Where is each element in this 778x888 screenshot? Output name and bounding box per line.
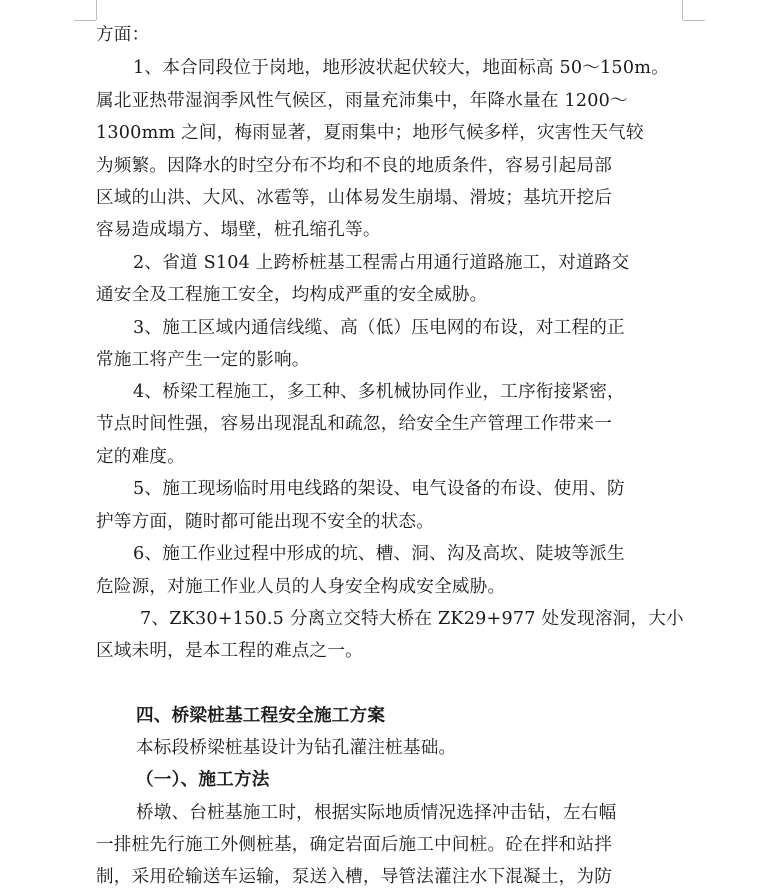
text-line: 制，采用砼输送车运输，泵送入槽，导管法灌注水下混凝土，为防	[96, 867, 613, 887]
crop-mark-top-right-horizontal	[683, 20, 705, 21]
text-line: 区域未明，是本工程的难点之一。	[96, 641, 363, 661]
crop-mark-top-left-vertical	[96, 0, 97, 20]
text-line: 1300mm 之间，梅雨显著，夏雨集中；地形气候多样，灾害性天气较	[96, 123, 644, 143]
text-line: 为频繁。因降水的时空分布不均和不良的地质条件，容易引起局部	[96, 156, 613, 176]
text-line: 危险源，对施工作业人员的人身安全构成安全威胁。	[96, 577, 506, 597]
text-line: 一排桩先行施工外侧桩基，确定岩面后施工中间桩。砼在拌和站拌	[96, 835, 613, 855]
crop-mark-top-left-horizontal	[74, 20, 96, 21]
text-line: 1、本合同段位于岗地，地形波状起伏较大，地面标高 50～150m。	[133, 58, 669, 78]
text-line: 通安全及工程施工安全，均构成严重的安全威胁。	[96, 285, 488, 305]
text-line: 6、施工作业过程中形成的坑、槽、洞、沟及高坎、陡坡等派生	[133, 544, 625, 564]
text-line: 护等方面，随时都可能出现不安全的状态。	[96, 512, 435, 532]
text-line: 区域的山洪、大风、冰雹等，山体易发生崩塌、滑坡；基坑开挖后	[96, 188, 613, 208]
text-line: 容易造成塌方、塌壁，桩孔缩孔等。	[96, 220, 381, 240]
text-line: 本标段桥梁桩基设计为钻孔灌注桩基础。	[136, 738, 457, 758]
text-line: 方面：	[96, 25, 150, 45]
crop-mark-top-right-vertical	[682, 0, 683, 20]
text-line: 4、桥梁工程施工，多工种、多机械协同作业，工序衔接紧密，	[133, 382, 625, 402]
text-line: 桥墩、台桩基施工时，根据实际地质情况选择冲击钻，左右幅	[136, 803, 617, 823]
text-line: 属北亚热带湿润季风性气候区，雨量充沛集中，年降水量在 1200～	[96, 91, 628, 111]
section-heading: 四、桥梁桩基工程安全施工方案	[136, 705, 386, 726]
text-line: 2、省道 S104 上跨桥桩基工程需占用通行道路施工，对道路交	[133, 253, 630, 273]
text-line: 定的难度。	[96, 447, 185, 467]
text-line: 5、施工现场临时用电线路的架设、电气设备的布设、使用、防	[133, 479, 625, 499]
text-line: 节点时间性强，容易出现混乱和疏忽，给安全生产管理工作带来一	[96, 414, 613, 434]
text-line: 常施工将产生一定的影响。	[96, 350, 310, 370]
subsection-heading: （一）、施工方法	[136, 769, 270, 790]
text-line: 7、ZK30+150.5 分离立交特大桥在 ZK29+977 处发现溶洞，大小	[140, 609, 684, 629]
text-line: 3、施工区域内通信线缆、高（低）压电网的布设，对工程的正	[133, 318, 625, 338]
